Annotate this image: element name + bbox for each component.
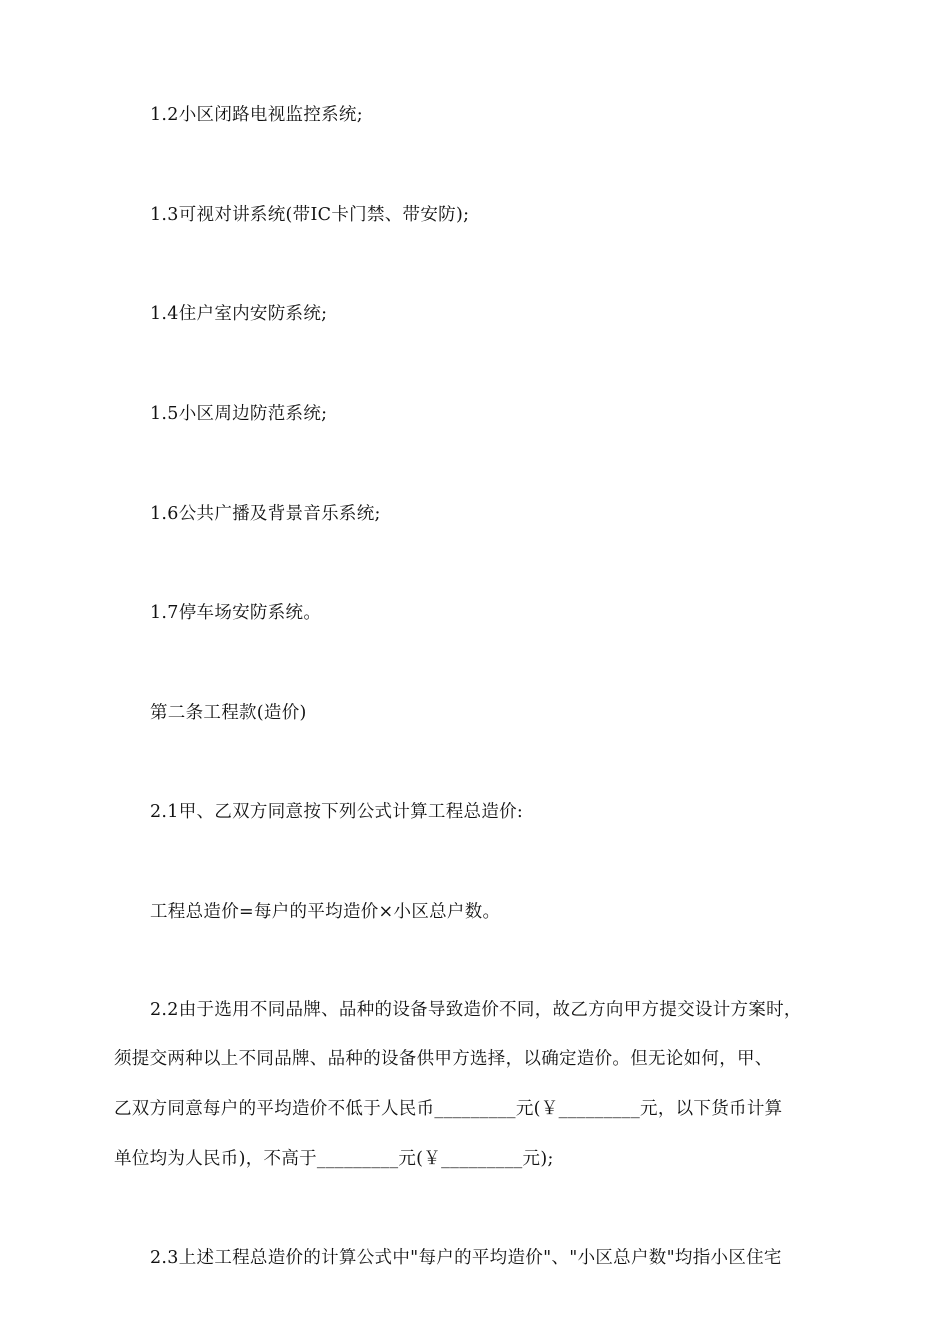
item-2-2-line-2: 须提交两种以上不同品牌、品种的设备供甲方选择，以确定造价。但无论如何，甲、 (114, 1049, 773, 1069)
item-2-1: 2.1甲、乙双方同意按下列公式计算工程总造价: (150, 802, 524, 822)
item-1-7: 1.7停车场安防系统。 (150, 603, 322, 623)
formula-line: 工程总造价=每户的平均造价×小区总户数。 (150, 902, 501, 922)
item-2-3-line-1: 2.3上述工程总造价的计算公式中"每户的平均造价"、"小区总户数"均指小区住宅 (150, 1248, 782, 1268)
item-1-2: 1.2小区闭路电视监控系统; (150, 105, 363, 125)
item-2-2-line-4: 单位均为人民币)，不高于_________元(￥_________元); (114, 1149, 554, 1169)
item-1-4: 1.4住户室内安防系统; (150, 304, 328, 324)
item-2-2-line-1: 2.2由于选用不同品牌、品种的设备导致造价不同，故乙方向甲方提交设计方案时， (150, 1000, 802, 1020)
item-1-3: 1.3可视对讲系统(带IC卡门禁、带安防); (150, 205, 470, 225)
item-1-6: 1.6公共广播及背景音乐系统; (150, 504, 381, 524)
article-2-heading: 第二条工程款(造价) (150, 703, 307, 723)
item-2-2-line-3: 乙双方同意每户的平均造价不低于人民币_________元(￥_________元，以下货币计算 (114, 1099, 783, 1119)
item-1-5: 1.5小区周边防范系统; (150, 404, 328, 424)
